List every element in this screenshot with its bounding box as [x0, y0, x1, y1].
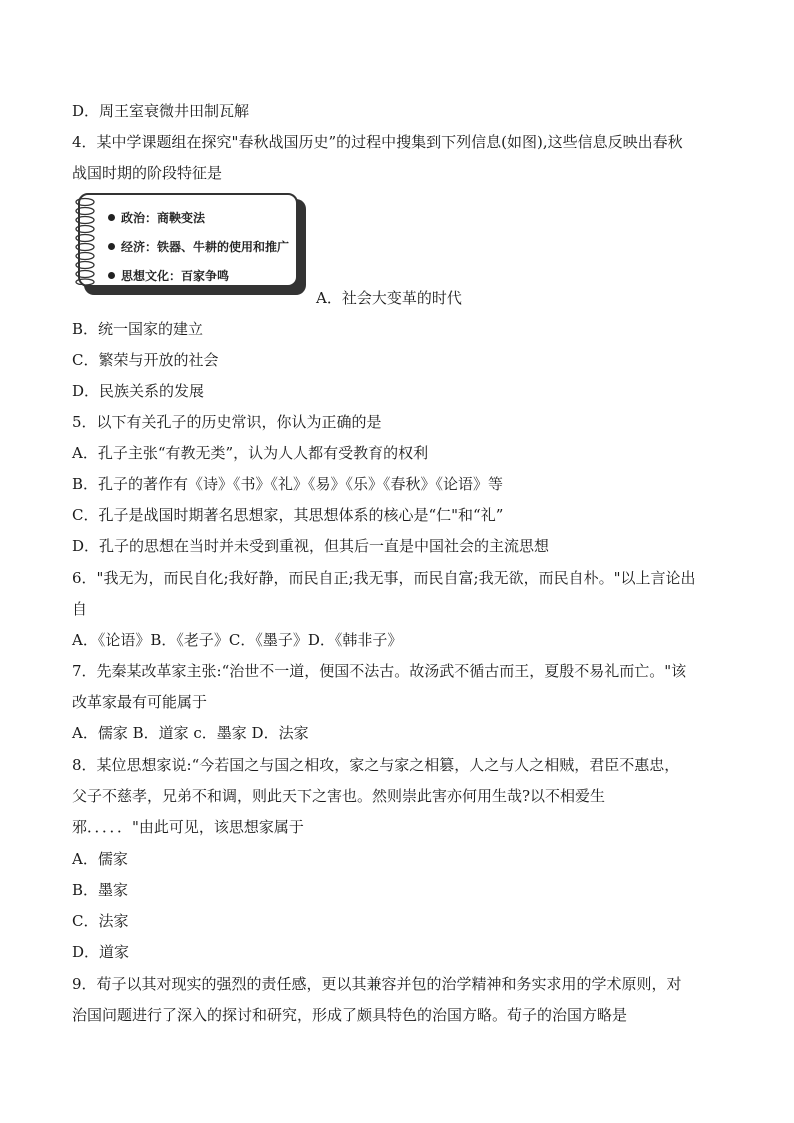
bullet-icon — [108, 214, 115, 221]
q9-stem-line2: 治国问题进行了深入的探讨和研究，形成了颇具特色的治国方略。荀子的治国方略是 — [72, 1006, 628, 1024]
q4-option-a: A．社会大变革的时代 — [316, 289, 462, 307]
q6-options: A．《论语》B．《老子》C．《墨子》D．《韩非子》 — [72, 631, 403, 649]
q4-stem-line1: 4．某中学课题组在探究"春秋战国历史”的过程中搜集到下列信息(如图),这些信息反映出春秋 — [72, 133, 683, 151]
q8-stem-line2: 父子不慈孝，兄弟不和调，则此天下之害也。然则崇此害亦何用生哉?以不相爱生 — [72, 787, 606, 805]
q7-stem-line2: 改革家最有可能属于 — [72, 693, 208, 711]
q5-stem: 5．以下有关孔子的历史常识，你认为正确的是 — [72, 413, 382, 431]
q5-option-a: A．孔子主张“有教无类”，认为人人都有受教育的权利 — [72, 444, 429, 462]
figure-item-politics — [108, 209, 205, 226]
q8-option-b: B．墨家 — [72, 881, 129, 899]
q6-stem-line1: 6．"我无为，而民自化;我好静，而民自正;我无事，而民自富;我无欲，而民自朴。"以上言论出 — [72, 569, 696, 587]
bullet-icon — [108, 243, 115, 250]
q8-stem-line1: 8．某位思想家说:“今若国之与国之相攻，家之与家之相篡，人之与人之相贼，君臣不惠忠， — [72, 756, 680, 774]
info-notebook-figure — [78, 193, 306, 297]
q4-stem-line2: 战国时期的阶段特征是 — [72, 164, 223, 182]
figure-item-text: 思想文化：百家争鸣 — [121, 269, 230, 283]
bullet-icon — [108, 272, 115, 279]
q7-options: A．儒家 B．道家 c．墨家 D．法家 — [72, 724, 309, 742]
q8-stem-line3: 邪．．．．．"由此可见，该思想家属于 — [72, 818, 304, 836]
q3-option-d: D．周王室衰微井田制瓦解 — [72, 102, 250, 120]
q8-option-a: A．儒家 — [72, 850, 128, 868]
q7-stem-line1: 7．先秦某改革家主张:“治世不一道，便国不法古。故汤武不循古而王，夏殷不易礼而亡。"该 — [72, 662, 687, 680]
q8-option-c: C．法家 — [72, 912, 129, 930]
q8-option-d: D．道家 — [72, 943, 130, 961]
q4-option-c: C．繁荣与开放的社会 — [72, 351, 219, 369]
figure-item-culture — [108, 267, 229, 284]
figure-item-economy — [108, 238, 289, 255]
q5-option-b: B．孔子的著作有《诗》《书》《礼》《易》《乐》《春秋》《论语》等 — [72, 475, 504, 493]
q4-option-d: D．民族关系的发展 — [72, 382, 205, 400]
figure-item-text: 政治：商鞅变法 — [121, 211, 206, 225]
spiral-binding-icon — [72, 197, 98, 285]
figure-item-text: 经济：铁器、牛耕的使用和推广 — [121, 240, 290, 254]
q9-stem-line1: 9．荀子以其对现实的强烈的责任感，更以其兼容并包的治学精神和务实求用的学术原则，对 — [72, 975, 682, 993]
q5-option-d: D．孔子的思想在当时并未受到重视，但其后一直是中国社会的主流思想 — [72, 537, 550, 555]
q5-option-c: C．孔子是战国时期著名思想家，其思想体系的核心是“仁"和“礼” — [72, 506, 504, 524]
q6-stem-line2: 自 — [72, 600, 88, 618]
q4-option-b: B．统一国家的建立 — [72, 320, 204, 338]
